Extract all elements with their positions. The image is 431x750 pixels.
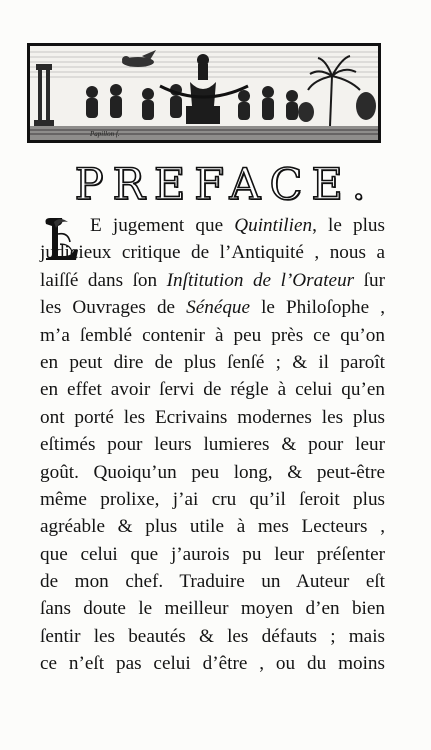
text-line bbox=[40, 267, 385, 294]
text-segment: , le plus bbox=[312, 215, 385, 236]
text-segment: de mon chef. Traduire un Auteur eſt bbox=[40, 571, 385, 593]
italic-text-segment: Quintilien bbox=[234, 215, 313, 236]
text-segment: goût. Quoiqu’un peu long, & peut-être bbox=[40, 461, 385, 483]
decorative-headpiece-engraving bbox=[27, 43, 381, 143]
text-segment: ſur bbox=[354, 269, 385, 291]
text-line bbox=[40, 541, 385, 568]
text-segment: judicieux critique de l’Antiquité , nous a bbox=[40, 242, 385, 264]
headpiece-illustration bbox=[30, 46, 378, 140]
text-segment: m’a ſemblé contenir à peu près ce qu’on bbox=[40, 324, 385, 346]
page-title: PREFACE. bbox=[74, 160, 375, 210]
text-segment: ont porté les Ecrivains modernes les plus bbox=[40, 406, 385, 428]
text-segment: E jugement que bbox=[90, 215, 235, 236]
text-line bbox=[40, 486, 385, 513]
text-segment: les Ouvrages de bbox=[40, 297, 187, 319]
engraver-signature: Papillon f. bbox=[90, 130, 120, 138]
text-segment: en peut dire de plus ſenſé ; & il paroît bbox=[40, 351, 385, 373]
text-segment: même prolixe, j’ai cru qu’il ſeroit plus bbox=[40, 488, 385, 510]
text-segment: ſentir les beautés & les défauts ; mais bbox=[40, 625, 385, 647]
text-segment: ce n’eſt pas celui d’être , ou du moins bbox=[40, 653, 385, 675]
text-line bbox=[40, 294, 385, 321]
text-line bbox=[40, 568, 385, 595]
preface-paragraph bbox=[40, 212, 385, 678]
text-line bbox=[40, 459, 385, 486]
text-line bbox=[40, 376, 385, 403]
text-line bbox=[40, 322, 385, 349]
text-line bbox=[40, 623, 385, 650]
italic-text-segment: Sénéque bbox=[186, 297, 251, 319]
text-line bbox=[40, 650, 385, 677]
text-line bbox=[40, 349, 385, 376]
text-line bbox=[40, 431, 385, 458]
text-segment: eſtimés pour leurs lumieres & pour leur bbox=[40, 434, 385, 456]
text-line bbox=[40, 404, 385, 431]
text-segment: en effet avoir ſervi de régle à celui qu’en bbox=[40, 379, 385, 401]
text-segment: que celui que j’aurois pu leur préſenter bbox=[40, 543, 385, 565]
text-line bbox=[40, 513, 385, 540]
text-line bbox=[40, 212, 385, 239]
text-segment: ſans doute le meilleur moyen d’en bien bbox=[40, 598, 385, 620]
italic-text-segment: Inſtitution de l’Orateur bbox=[166, 269, 355, 291]
text-segment: agréable & plus utile à mes Lecteurs , bbox=[40, 516, 385, 538]
text-segment: le Philoſophe , bbox=[250, 297, 385, 319]
text-segment: laiſſé dans ſon bbox=[40, 269, 167, 291]
text-line bbox=[40, 595, 385, 622]
text-line bbox=[40, 239, 385, 266]
